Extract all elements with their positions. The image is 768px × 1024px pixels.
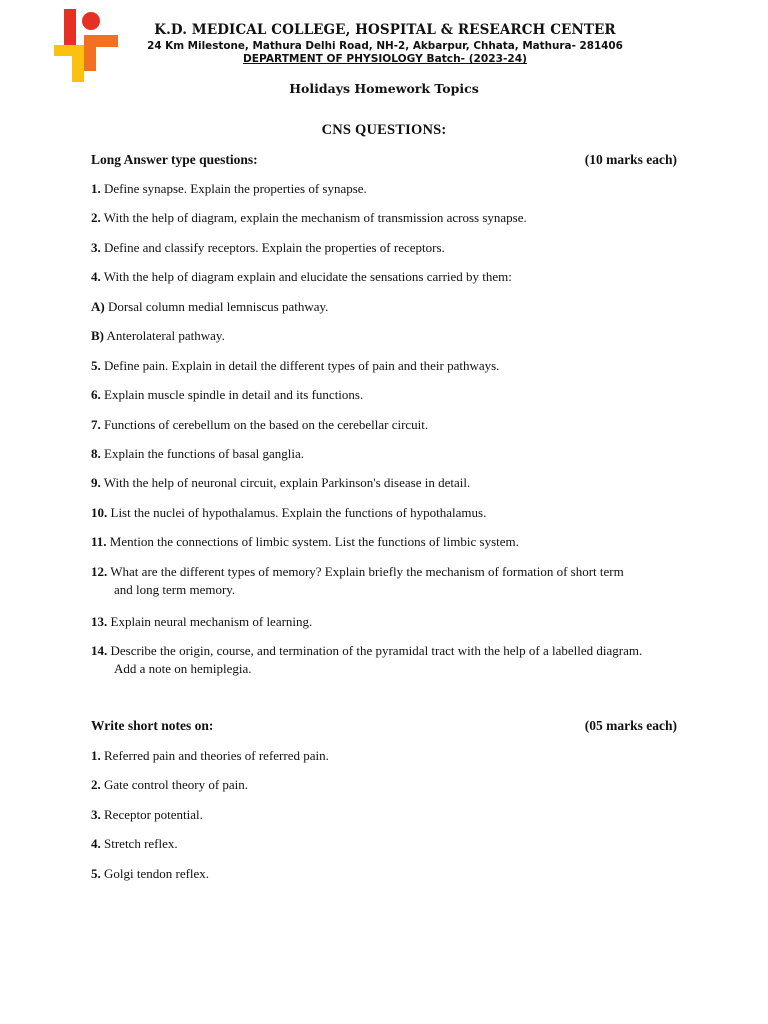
short-notes-heading-row xyxy=(91,718,677,734)
list-item xyxy=(91,865,681,883)
department-line: DEPARTMENT OF PHYSIOLOGY Batch- (2023-24) xyxy=(243,53,527,65)
list-item xyxy=(91,327,681,345)
list-item xyxy=(91,357,681,375)
long-answer-heading-row xyxy=(91,152,677,168)
item-number: 1. xyxy=(91,748,101,763)
item-number: 9. xyxy=(91,475,101,490)
item-text: Explain the functions of basal ganglia. xyxy=(104,446,305,461)
item-number: 6. xyxy=(91,387,101,402)
list-item xyxy=(91,533,681,551)
letterhead xyxy=(130,20,640,66)
item-number: 2. xyxy=(91,777,101,792)
long-answer-marks: (10 marks each) xyxy=(584,152,677,167)
item-number: 1. xyxy=(91,181,101,196)
item-number: B) xyxy=(91,328,104,343)
item-number: A) xyxy=(91,299,105,314)
list-item xyxy=(91,504,681,522)
college-logo xyxy=(54,8,120,82)
item-text: Referred pain and theories of referred pain. xyxy=(104,748,329,763)
item-text: Functions of cerebellum on the based on the cerebellar circuit. xyxy=(104,417,429,432)
list-item xyxy=(91,298,681,316)
college-name: K.D. MEDICAL COLLEGE, HOSPITAL & RESEARCH CENTER xyxy=(154,22,616,38)
item-number: 5. xyxy=(91,358,101,373)
list-item xyxy=(91,239,681,257)
item-text: Golgi tendon reflex. xyxy=(104,866,210,881)
item-text: Mention the connections of limbic system. List the functions of limbic system. xyxy=(109,534,519,549)
list-item xyxy=(91,806,681,824)
long-answer-heading: Long Answer type questions: xyxy=(91,152,258,167)
list-item xyxy=(91,445,681,463)
item-text: Define pain. Explain in detail the different types of pain and their pathways. xyxy=(104,358,500,373)
item-text: Explain neural mechanism of learning. xyxy=(110,614,313,629)
item-text: Define and classify receptors. Explain the properties of receptors. xyxy=(104,240,445,255)
item-number: 2. xyxy=(91,210,101,225)
list-item xyxy=(91,474,681,492)
section-title: CNS QUESTIONS: xyxy=(321,122,447,138)
item-text: Receptor potential. xyxy=(104,807,203,822)
list-item xyxy=(91,747,681,765)
item-text: Anterolateral pathway. xyxy=(106,328,225,343)
item-continuation: and long term memory. xyxy=(114,582,236,597)
item-number: 14. xyxy=(91,643,108,658)
item-number: 4. xyxy=(91,836,101,851)
list-item xyxy=(91,180,681,198)
logo-yellow-stem xyxy=(72,45,84,82)
item-text: Describe the origin, course, and termination of the pyramidal tract with the help of a labelled diagram. xyxy=(110,643,643,658)
item-number: 3. xyxy=(91,240,101,255)
college-address: 24 Km Milestone, Mathura Delhi Road, NH-2, Akbarpur, Chhata, Mathura- 281406 xyxy=(147,40,623,52)
logo-orange-stem xyxy=(84,35,96,71)
item-number: 3. xyxy=(91,807,101,822)
list-item xyxy=(91,642,681,678)
item-number: 10. xyxy=(91,505,108,520)
list-item xyxy=(91,209,681,227)
item-number: 5. xyxy=(91,866,101,881)
list-item xyxy=(91,386,681,404)
list-item xyxy=(91,268,681,286)
item-text: Gate control theory of pain. xyxy=(104,777,249,792)
item-number: 11. xyxy=(91,534,107,549)
list-item xyxy=(91,416,681,434)
short-notes-heading: Write short notes on: xyxy=(91,718,214,733)
item-number: 8. xyxy=(91,446,101,461)
item-number: 4. xyxy=(91,269,101,284)
list-item xyxy=(91,776,681,794)
short-notes-marks: (05 marks each) xyxy=(584,718,677,733)
item-number: 7. xyxy=(91,417,101,432)
logo-dot xyxy=(82,12,100,30)
item-text: What are the different types of memory? Explain briefly the mechanism of formation of short term xyxy=(110,564,624,579)
item-text: List the nuclei of hypothalamus. Explain the functions of hypothalamus. xyxy=(110,505,487,520)
item-text: With the help of diagram explain and elucidate the sensations carried by them: xyxy=(103,269,512,284)
item-number: 13. xyxy=(91,614,108,629)
item-text: Stretch reflex. xyxy=(104,836,178,851)
list-item xyxy=(91,613,681,631)
document-title: Holidays Homework Topics xyxy=(289,81,479,96)
item-text: Define synapse. Explain the properties of synapse. xyxy=(104,181,367,196)
item-text: With the help of diagram, explain the mechanism of transmission across synapse. xyxy=(103,210,527,225)
item-continuation: Add a note on hemiplegia. xyxy=(114,661,252,676)
list-item xyxy=(91,563,681,599)
item-text: With the help of neuronal circuit, explain Parkinson's disease in detail. xyxy=(103,475,471,490)
item-text: Explain muscle spindle in detail and its functions. xyxy=(104,387,364,402)
item-number: 12. xyxy=(91,564,108,579)
logo-red-bar xyxy=(64,9,76,47)
list-item xyxy=(91,835,681,853)
item-text: Dorsal column medial lemniscus pathway. xyxy=(107,299,329,314)
